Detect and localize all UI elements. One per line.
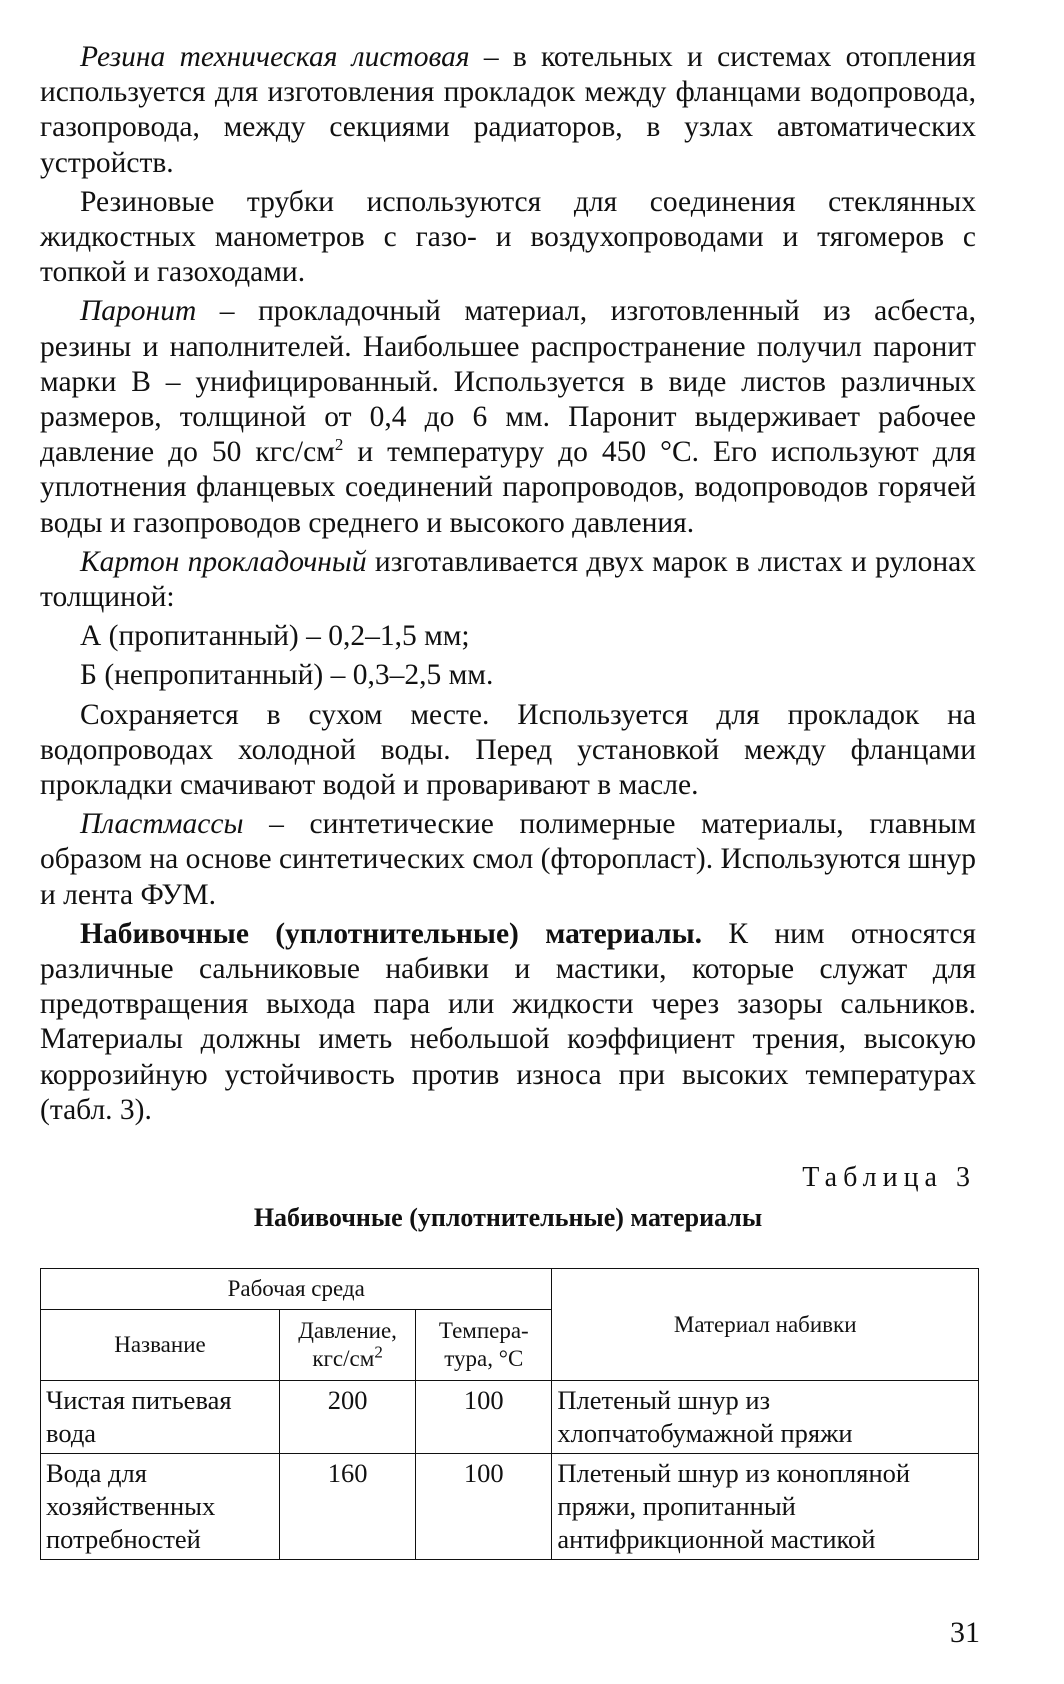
- table-title: Набивочные (уплотнительные) материалы: [253, 1203, 763, 1232]
- superscript: 2: [334, 435, 344, 455]
- table-row: [41, 1454, 979, 1560]
- term-plastics: Пластмассы: [80, 808, 244, 841]
- paragraph-text: и температуру до 450 °С. Его используют для уплотнения фланцевых соединений паропроводов, водопроводов горячей воды и газопроводов среднего и высокого давления.: [40, 436, 976, 539]
- paragraph-text: К ним относятся различные сальниковые набивки и мастики, которые служат для предотвращения выхода пара или жидкости через зазоры сальников. Материалы должны иметь небольшой коэффициент трения, высокую коррозийную устойчивость против износа при высоких температурах (табл. 3).: [40, 917, 976, 1126]
- paragraph-text: – прокладочный материал, изготовленный из асбеста, резины и наполнителей. Наибольшее распространение получил паронит марки В – унифицированный. Используется в виде листов различных размеров, толщиной от 0,4 до 6 мм. Паронит выдерживает рабочее давление до 50 кгс/см: [40, 295, 976, 469]
- term-paronite: Паронит: [80, 295, 197, 328]
- cell-name: Чистая питьевая вода: [41, 1381, 280, 1454]
- header-temperature-line2: тура, °С: [444, 1346, 524, 1371]
- header-name: Название: [41, 1310, 280, 1381]
- paragraph-plastics: [40, 807, 976, 913]
- cell-pressure: 200: [279, 1381, 415, 1454]
- table-row: [41, 1381, 979, 1454]
- cell-pressure: 160: [279, 1454, 415, 1560]
- header-material: Материал набивки: [552, 1269, 979, 1381]
- cell-name: Вода для хозяйственных потребностей: [41, 1454, 280, 1560]
- header-temperature-line1: Темпера-: [438, 1318, 529, 1343]
- header-working-medium: Рабочая среда: [41, 1269, 552, 1310]
- packing-materials-table: [40, 1268, 979, 1560]
- body-text: [40, 40, 976, 1132]
- cell-material: Плетеный шнур из хлопчатобумажной пряжи: [552, 1381, 979, 1454]
- paragraph-grade-a: [40, 619, 976, 654]
- paragraph-text: Резиновые трубки используются для соединения стеклянных жидкостных манометров с газо- и воздухопроводами и тягомеров с топкой и газоходами.: [40, 185, 976, 289]
- paragraph-rubber-tubes: [40, 185, 976, 291]
- cell-temperature: 100: [416, 1454, 552, 1560]
- header-pressure-line1: Давление,: [298, 1318, 397, 1343]
- paragraph-text: изготавливается двух марок в листах и рулонах толщиной:: [40, 545, 976, 614]
- header-pressure-line2: кгс/см: [312, 1346, 375, 1371]
- cell-material: Плетеный шнур из конопляной пряжи, пропитанный антифрикционной мастикой: [552, 1454, 979, 1560]
- paragraph-text: Сохраняется в сухом месте. Используется для прокладок на водопроводах холодной воды. Перед установкой между фланцами прокладки смачивают водой и проваривают в масле.: [40, 698, 976, 802]
- paragraph-grade-b: [40, 658, 976, 693]
- term-rubber-sheet: Резина техническая листовая: [80, 41, 470, 73]
- table-header-row: [41, 1269, 979, 1310]
- term-packing: Набивочные (уплотнительные) материалы.: [80, 917, 703, 950]
- paragraph-text: А (пропитанный) – 0,2–1,5 мм;: [80, 620, 470, 653]
- cell-temperature: 100: [416, 1381, 552, 1454]
- paragraph-rubber-sheet: [40, 40, 976, 181]
- paragraph-paronite: [40, 294, 976, 540]
- page-number: 31: [950, 1616, 980, 1649]
- table-caption: Таблица 3: [802, 1162, 976, 1193]
- paragraph-packing: [40, 917, 976, 1128]
- paragraph-text: Б (непропитанный) – 0,3–2,5 мм.: [80, 659, 494, 692]
- paragraph-text: – синтетические полимерные материалы, главным образом на основе синтетических смол (фторопласт). Используются шнур и лента ФУМ.: [40, 808, 976, 911]
- paragraph-text: – в котельных и системах отопления используется для изготовления прокладок между фланцами водопровода, газопровода, между секциями радиаторов, в узлах автоматических устройств.: [40, 41, 976, 179]
- paragraph-cardboard: [40, 545, 976, 615]
- header-pressure-sup: 2: [374, 1342, 383, 1362]
- term-cardboard: Картон прокладочный: [80, 545, 367, 578]
- header-pressure: [279, 1310, 415, 1381]
- paragraph-storage: [40, 698, 976, 804]
- header-temperature: [416, 1310, 552, 1381]
